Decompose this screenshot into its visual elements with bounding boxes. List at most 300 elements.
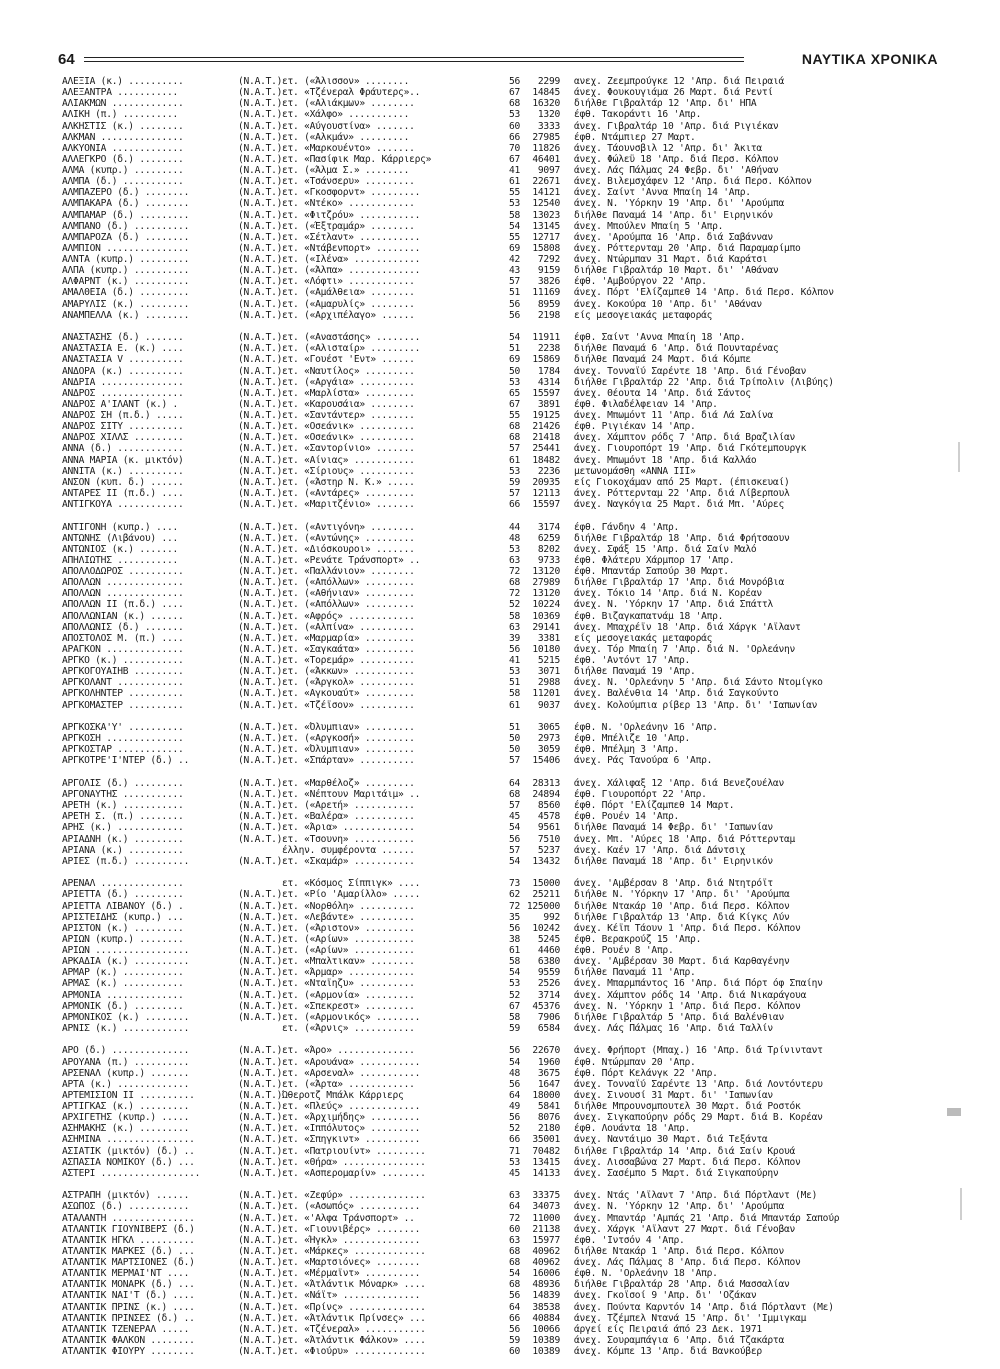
tonnage: 9037: [537, 699, 560, 711]
agent-company: ετ. («Άλισσον» ........: [282, 76, 410, 87]
flag-code: (N.A.T.): [238, 1078, 282, 1090]
flag-code: (N.A.T.): [238, 967, 282, 979]
ship-name: ΑΡΜΟΝΙΑ ..............: [62, 989, 184, 1001]
flag-code: (N.A.T.): [238, 1067, 282, 1079]
voyage-status: άργεί είς Πειραιά άπό 23 Δεκ. 1971: [574, 1323, 762, 1335]
ship-name: ΑΛΙΑΚΜΩΝ .............: [62, 98, 184, 110]
tonnage: 40962: [532, 1257, 560, 1269]
voyage-status: άνεχ. Ν. 'Υόρκην 17 'Απρ. διά Σπάττλ: [574, 599, 773, 611]
tonnage: 38538: [532, 1301, 560, 1313]
flag-code: (N.A.T.): [238, 1245, 282, 1257]
flag-code: (N.A.T.): [238, 365, 282, 377]
tonnage: 7510: [537, 833, 560, 845]
voyage-status: άνεχ. Ρόττερνταμ 20 'Απρ. διά Παραμαρίμπο: [574, 242, 801, 254]
build-year: 65: [508, 387, 520, 399]
build-year: 64: [508, 1301, 520, 1313]
ship-entry: [62, 354, 952, 365]
ship-name: ΑΛΜΑ (κυπρ.) .........: [62, 165, 184, 176]
voyage-status: μετωνομάσθη «ΑΝΝΑ III»: [574, 465, 696, 477]
ship-name: ΑΤΛΑΝΤΙΚ ΗΓΚΛ ..........: [62, 1234, 195, 1246]
voyage-status: άνεχ. Ναντάιμο 30 Μαρτ. διά Τεξάντα: [574, 1134, 768, 1146]
build-year: 53: [508, 978, 520, 990]
flag-code: (N.A.T.): [238, 1334, 282, 1346]
flag-code: (N.A.T.): [238, 1000, 282, 1012]
agent-company: ετ. «Νταϊηζυ» ..........: [282, 978, 415, 990]
voyage-status: έφθ. 'Ιντσόν 4 'Απρ.: [574, 1234, 685, 1246]
flag-code: (N.A.T.): [238, 198, 282, 210]
agent-company: ετ. «Φιτζρόυ» ...........: [282, 209, 421, 221]
ship-name: ΑΛΚΥΟΝΙΑ .............: [62, 142, 184, 154]
agent-company: ετ. «Παλλάνιον» ........: [282, 566, 415, 578]
build-year: 35: [508, 911, 520, 923]
ship-entry: [62, 1313, 952, 1324]
build-year: 56: [508, 1290, 520, 1302]
tonnage: 10389: [532, 1334, 560, 1346]
ship-entry: [62, 1246, 952, 1257]
flag-code: (N.A.T.): [238, 543, 282, 555]
flag-code: (N.A.T.): [238, 120, 282, 132]
ship-entry: [62, 688, 952, 699]
ship-entry: [62, 1001, 952, 1012]
voyage-status: διήλθε Γιβραλτάρ 22 'Απρ. διά Τρίπολιν (Λιβύης): [574, 376, 834, 388]
ship-group: [62, 522, 952, 711]
flag-code: (N.A.T.): [238, 376, 282, 388]
build-year: 51: [508, 677, 520, 689]
voyage-status: άνεχ. Ναγκόγια 25 Μαρτ. διά Μπ. 'Αύρες: [574, 499, 784, 511]
build-year: 53: [508, 666, 520, 678]
ship-entry: [62, 644, 952, 655]
build-year: 57: [508, 443, 520, 455]
voyage-status: έφθ. Βιζαγκαπατνάμ 18 'Απρ.: [574, 610, 724, 622]
ship-name: ΑΝΔΟΡΑ (κ.) ..........: [62, 365, 184, 377]
flag-code: (N.A.T.): [238, 688, 282, 700]
build-year: 54: [508, 332, 520, 344]
voyage-status: άνεχ. Ρόττερνταμ 22 'Απρ. διά Λίβερπουλ: [574, 487, 790, 499]
tonnage: 27989: [532, 577, 560, 589]
tonnage: 6584: [537, 1022, 560, 1034]
agent-company: ετ. «Ντάβενπορτ» ........: [282, 242, 421, 254]
build-year: 56: [508, 1078, 520, 1090]
ship-entry: [62, 1090, 952, 1101]
tonnage: 9733: [537, 554, 560, 566]
tonnage: 9559: [537, 967, 560, 979]
agent-company: ετ. «Λόφτι» ............: [282, 276, 415, 288]
flag-code: (N.A.T.): [238, 265, 282, 277]
agent-company: ετ. «Τζένεραλ» ...........: [282, 1323, 426, 1335]
agent-company: ετ. («Άστηρ Ν. Κ.» .....: [282, 476, 415, 488]
build-year: 52: [508, 989, 520, 1001]
flag-code: (N.A.T.): [238, 354, 282, 366]
tonnage: 3826: [537, 276, 560, 288]
ship-name: ΑΤΛΑΝΤΙΚ ΠΡΙΝΣ (κ.) ....: [62, 1301, 195, 1313]
flag-code: (N.A.T.): [238, 454, 282, 466]
voyage-status: διήλθε Παναμά 19 'Απρ.: [574, 666, 696, 678]
tonnage: 15597: [532, 387, 560, 399]
ship-entry: [62, 1045, 952, 1056]
ship-entry: [62, 845, 952, 856]
agent-company: ετ. («Αμαρυλίς» ........: [282, 298, 415, 310]
flag-code: (N.A.T.): [238, 889, 282, 901]
voyage-status: άνεχ. Καέν 17 'Απρ. διά Δάντσιχ: [574, 844, 746, 856]
ship-name: ΑΛΜΠΑΜΑΡ (δ.) .........: [62, 209, 190, 221]
tonnage: 46401: [532, 153, 560, 165]
flag-code: (N.A.T.): [238, 1223, 282, 1235]
flag-code: (N.A.T.): [238, 309, 282, 321]
agent-company: ετ. («Αντώνης» .........: [282, 532, 415, 544]
ship-entry: [62, 990, 952, 1001]
voyage-status: έφθ. Πόρτ 'Ελίζαμπεθ 14 Μαρτ.: [574, 800, 735, 812]
ship-name: ΑΡΕΤΗ Σ. (π.) ........: [62, 811, 184, 823]
flag-code: (N.A.T.): [238, 1301, 282, 1313]
ship-entry: [62, 477, 952, 488]
tonnage: 11169: [532, 287, 560, 299]
agent-company: ετ. «Φιούρυ» .............: [282, 1346, 426, 1358]
ship-name: ΑΤΛΑΝΤΙΚ ΠΡΙΝΣΕΣ (δ.) ..: [62, 1312, 195, 1324]
ship-entry: [62, 577, 952, 588]
agent-company: ετ. «Άρμαρ» ............: [282, 967, 415, 979]
build-year: 70: [508, 142, 520, 154]
ship-name: ΑΝΔΡΟΣ ...............: [62, 387, 184, 399]
agent-company: ετ. «Καρουσάια» ........: [282, 398, 415, 410]
tonnage: 3071: [537, 666, 560, 678]
voyage-status: άνεχ. Σασέμπο 5 Μαρτ. διά Σιγκαπούρην: [574, 1167, 779, 1179]
agent-company: ετ. «Βαλέρα» ...........: [282, 811, 415, 823]
voyage-status: άνεχ. 'Αμβέρσαν 30 Μαρτ. διά Καρθαγένην: [574, 956, 790, 968]
build-year: 50: [508, 733, 520, 745]
ship-name: ΑΣΤΕΡΙ ..................: [62, 1167, 201, 1179]
build-year: 56: [508, 309, 520, 321]
build-year: 53: [508, 109, 520, 121]
ship-entry: [62, 243, 952, 254]
agent-company: ετ. «Αύγουστίνα» .......: [282, 120, 415, 132]
ship-name: ΑΛΛΕΓΚΡΟ (δ.) ........: [62, 153, 184, 165]
voyage-status: έφθ. Φλάτερυ Χάρμπορ 17 'Απρ.: [574, 554, 735, 566]
voyage-status: έφθ. Ν. 'Ορλεάνην 18 'Απρ.: [574, 1268, 718, 1280]
build-year: 66: [508, 1312, 520, 1324]
ship-name: ΑΡΓΟΝΑΥΤΗΣ ...........: [62, 789, 184, 801]
build-year: 63: [508, 1234, 520, 1246]
ship-entry: [62, 666, 952, 677]
ship-group: [62, 722, 952, 767]
ship-name: ΑΡΤΑ (κ.) .............: [62, 1078, 190, 1090]
voyage-status: άνεχ. Κολούμπια ρίβερ 13 'Απρ. δι' 'Ιαπωνίαν: [574, 699, 818, 711]
build-year: 67: [508, 153, 520, 165]
flag-code: (N.A.T.): [238, 220, 282, 232]
build-year: 55: [508, 410, 520, 422]
flag-code: (N.A.T.): [238, 1312, 282, 1324]
build-year: 54: [508, 967, 520, 979]
tonnage: 16320: [532, 98, 560, 110]
tonnage: 22670: [532, 1045, 560, 1057]
voyage-status: διήλθε Γιβραλτάρ 14 'Απρ. διά Σαίν Κρουά: [574, 1145, 796, 1157]
tonnage: 2198: [537, 309, 560, 321]
build-year: 41: [508, 165, 520, 176]
agent-company: ετ. («Απόλλων» .........: [282, 599, 415, 611]
tonnage: 19125: [532, 410, 560, 422]
build-year: 57: [508, 844, 520, 856]
agent-company: ετ. («Άριστον» .........: [282, 922, 415, 934]
build-year: 51: [508, 343, 520, 355]
flag-code: (N.A.T.): [238, 744, 282, 756]
flag-code: (N.A.T.): [238, 777, 282, 789]
voyage-status: διήλθε Γιβραλτάρ 18 'Απρ. διά Φρήτσαουν: [574, 532, 790, 544]
build-year: 45: [508, 811, 520, 823]
build-year: 60: [508, 120, 520, 132]
build-year: 68: [508, 432, 520, 444]
ship-group: [62, 1190, 952, 1357]
tonnage: 3891: [537, 398, 560, 410]
ship-name: ΑΛΜΠΑΖΕΡΟ (δ.) ........: [62, 187, 190, 199]
ship-entry: [62, 522, 952, 533]
ship-name: ΑΠΟΛΛΩΝ ΙΙ (π.δ.) ....: [62, 599, 184, 611]
flag-code: (N.A.T.): [238, 621, 282, 633]
build-year: 56: [508, 298, 520, 310]
agent-company: ετ. «Αρουάνα» ...........: [282, 1056, 421, 1068]
ship-entry: [62, 132, 952, 143]
ship-entry: [62, 912, 952, 923]
voyage-status: διήλθε Μπρουνσμπουτελ 30 Μαρτ. διά Ροστόκ: [574, 1101, 801, 1113]
ship-entry: [62, 1290, 952, 1301]
build-year: 43: [508, 265, 520, 277]
ship-entry: [62, 778, 952, 789]
flag-code: (N.A.T.): [238, 276, 282, 288]
tonnage: 992: [543, 911, 560, 923]
ship-name: ΑΡΓΚΟΛΗΝΤΕΡ ..........: [62, 688, 184, 700]
tonnage: 35001: [532, 1134, 560, 1146]
voyage-status: άνεχ. Φώλεϋ 18 'Απρ. διά Περσ. Κόλπον: [574, 153, 779, 165]
flag-code: (N.A.T.): [238, 755, 282, 767]
ship-name: ΑΝΑΜΠΕΛΛΑ (κ.) ........: [62, 309, 190, 321]
flag-code: (N.A.T.): [238, 643, 282, 655]
agent-company: Ώθεροτζ Μπάλκ Κάρριερς: [282, 1089, 404, 1101]
flag-code: (N.A.T.): [238, 900, 282, 912]
build-year: 55: [508, 187, 520, 199]
ship-name: ΑΡΓΚΟΛΑΝΤ ............: [62, 677, 184, 689]
build-year: 48: [508, 532, 520, 544]
ship-entry: [62, 1057, 952, 1068]
ship-name: ΑΛΜΠΑΡΟΖΑ (δ.) ........: [62, 231, 190, 243]
tonnage: 11911: [532, 332, 560, 344]
build-year: 58: [508, 209, 520, 221]
tonnage: 13120: [532, 566, 560, 578]
voyage-status: άνεχ. Ράς Τανούρα 6 'Απρ.: [574, 755, 713, 767]
voyage-status: άνεχ. Μπαρμπάντος 16 'Απρ. διά Πόρτ όφ Σπαίην: [574, 978, 823, 990]
flag-code: (N.A.T.): [238, 176, 282, 188]
flag-code: (N.A.T.): [238, 1145, 282, 1157]
tonnage: 3065: [537, 722, 560, 734]
tonnage: 70482: [532, 1145, 560, 1157]
voyage-status: άνεχ. Πόρτ 'Ελίζαμπεθ 14 'Απρ. διά Περσ. Κόλπον: [574, 287, 834, 299]
tonnage: 3059: [537, 744, 560, 756]
ship-entry: [62, 187, 952, 198]
flag-code: (N.A.T.): [238, 398, 282, 410]
voyage-status: άνεχ. 'Αρούμπα 16 'Απρ. διά Σαβάνναν: [574, 231, 773, 243]
ship-name: ΑΛΦΑΡΝΤ (κ.) ..........: [62, 276, 190, 288]
agent-company: ετ. («Αναστάσης» ........: [282, 332, 421, 344]
agent-company: ετ. «Σπάρταν» ..........: [282, 755, 415, 767]
build-year: 56: [508, 76, 520, 87]
agent-company: ετ. «Αγκουαύτ» .........: [282, 688, 415, 700]
ship-group: [62, 778, 952, 867]
ship-entry: [62, 232, 952, 243]
ship-entry: [62, 1157, 952, 1168]
ship-entry: [62, 455, 952, 466]
ship-name: ΑΡΜΑΣ (κ.) ...........: [62, 978, 184, 990]
ship-name: ΑΡΝΙΣ (κ.) ............: [62, 1022, 190, 1034]
build-year: 61: [508, 699, 520, 711]
build-year: 72: [508, 566, 520, 578]
tonnage: 22671: [532, 176, 560, 188]
build-year: 68: [508, 577, 520, 589]
build-year: 58: [508, 610, 520, 622]
ship-name: ΑΡΓΚΟ (κ.) ...........: [62, 655, 184, 667]
voyage-status: έφθ. 'Αμβούργον 22 'Απρ.: [574, 276, 707, 288]
ship-entry: [62, 1201, 952, 1212]
agent-company: ετ. «Νάϊτ» ..............: [282, 1290, 421, 1302]
ship-name: ΑΠΟΛΛΩΝ ..............: [62, 588, 184, 600]
agent-company: ετ. («Άκκων» ...........: [282, 666, 415, 678]
agent-company: ετ. «Αφρός» ............: [282, 610, 415, 622]
tonnage: 7906: [537, 1011, 560, 1023]
ship-entry: [62, 1268, 952, 1279]
ship-name: ΑΝΔΡΟΣ ΣΗ (π.δ.) .....: [62, 410, 184, 422]
agent-company: ετ. («Αλισταίρ» .........: [282, 343, 421, 355]
tonnage: 15808: [532, 242, 560, 254]
tonnage: 3714: [537, 989, 560, 1001]
tonnage: 29141: [532, 621, 560, 633]
voyage-status: διήλθε Ντακάρ 1 'Απρ. διά Περσ. Κόλπον: [574, 1245, 784, 1257]
ship-entry: [62, 677, 952, 688]
ship-entry: [62, 299, 952, 310]
ship-name: ΑΡΣΕΝΑΛ (κυπρ.) .......: [62, 1067, 190, 1079]
agent-company: ετ. «Πρίνς» ..............: [282, 1301, 426, 1313]
ship-name: ΑΣΩΠΟΣ (δ.) ...........: [62, 1201, 190, 1213]
ship-entry: [62, 276, 952, 287]
tonnage: 18482: [532, 454, 560, 466]
agent-company: ετ. «Άτλάντικ Μόναρκ» ....: [282, 1279, 426, 1291]
agent-company: ετ. («Άρτα» ............: [282, 1078, 415, 1090]
voyage-status: άνεχ. Γιουροπόρτ 19 'Απρ. διά Γκότεμπουργκ: [574, 443, 807, 455]
build-year: 62: [508, 889, 520, 901]
ship-name: ΑΝΑΣΤΑΣΙΑ V ..........: [62, 354, 184, 366]
ship-entry: [62, 1101, 952, 1112]
tonnage: 12113: [532, 487, 560, 499]
ship-name: ΑΡΕΝΑΛ ...............: [62, 878, 184, 890]
flag-code: (N.A.T.): [238, 1190, 282, 1202]
flag-code: (N.A.T.): [238, 476, 282, 488]
flag-code: (N.A.T.): [238, 833, 282, 845]
ship-entry: [62, 934, 952, 945]
agent-company: ετ. «Μαρθέλοζ» .........: [282, 777, 415, 789]
agent-company: ετ. «Γουέστ 'Εντ» ......: [282, 354, 415, 366]
build-year: 68: [508, 98, 520, 110]
voyage-status: είς μεσογειακάς μεταφοράς: [574, 632, 713, 644]
agent-company: ετ. «Τορεμάρ» ..........: [282, 655, 415, 667]
ship-name: ΑΡΙΩΝ .................: [62, 945, 190, 957]
page-header: [58, 50, 938, 72]
build-year: 56: [508, 922, 520, 934]
ship-name: ΑΤΛΑΝΤΙΚ ΝΑΪ'Τ (δ.) ....: [62, 1290, 195, 1302]
agent-company: ετ. «Ναυτίλος» .........: [282, 365, 415, 377]
ship-name: ΑΡΓΚΟΣΚΑ'Υ' ..........: [62, 722, 184, 734]
build-year: 57: [508, 276, 520, 288]
ship-name: ΑΛΕΞΙΑ (κ.) ..........: [62, 76, 184, 87]
voyage-status: άνεχ. Τόρ Μπαίη 7 'Απρ. διά Ν. 'Ορλεάνην: [574, 643, 796, 655]
ship-entry: [62, 956, 952, 967]
ship-entry: [62, 800, 952, 811]
ship-entry: [62, 1213, 952, 1224]
ship-entry: [62, 1023, 952, 1034]
ship-group: [62, 1045, 952, 1179]
ship-entry: [62, 588, 952, 599]
tonnage: 15406: [532, 755, 560, 767]
voyage-status: άνεχ. Γκοϊσοί 9 'Απρ. δι' 'Οζάκαν: [574, 1290, 757, 1302]
voyage-status: έφθ. Ρουέν 14 'Απρ.: [574, 811, 679, 823]
tonnage: 2180: [537, 1123, 560, 1135]
ship-entry: [62, 967, 952, 978]
voyage-status: έφθ. Ρουέν 8 'Απρ.: [574, 945, 674, 957]
ship-name: ΑΡΜΑΡ (κ.) ...........: [62, 967, 184, 979]
agent-company: ετ. «Μαρλίστα» .........: [282, 387, 415, 399]
flag-code: (N.A.T.): [238, 945, 282, 957]
tonnage: 4460: [537, 945, 560, 957]
flag-code: (N.A.T.): [238, 933, 282, 945]
tonnage: 48936: [532, 1279, 560, 1291]
ship-entry: [62, 87, 952, 98]
build-year: 41: [508, 655, 520, 667]
flag-code: (N.A.T.): [238, 209, 282, 221]
ship-name: ΑΝΤΙΓΟΝΗ (κυπρ.) ....: [62, 521, 179, 533]
flag-code: (N.A.T.): [238, 922, 282, 934]
ship-name: ΑΡΟ (δ.) ..............: [62, 1045, 190, 1057]
ship-name: ΑΝΔΡΙΑ ...............: [62, 376, 184, 388]
build-year: 38: [508, 933, 520, 945]
agent-company: ετ. «Αίνιας» ...........: [282, 454, 415, 466]
flag-code: (N.A.T.): [238, 1234, 282, 1246]
build-year: 64: [508, 1201, 520, 1213]
ship-entry: [62, 443, 952, 454]
ship-entry: [62, 544, 952, 555]
tonnage: 14133: [532, 1167, 560, 1179]
build-year: 73: [508, 878, 520, 890]
agent-company: ετ. «Ρενάτε Τράνσπορτ» ..: [282, 554, 421, 566]
build-year: 50: [508, 744, 520, 756]
ship-name: ΑΛΚΜΑΝ ...............: [62, 131, 184, 143]
agent-company: ετ. («Αργάια» ..........: [282, 376, 415, 388]
build-year: 68: [508, 1245, 520, 1257]
ship-name: ΑΛΝΤΑ (κυπρ.) .........: [62, 254, 190, 265]
voyage-status: άνεχ. Χάργκ 'Αϊλαντ 27 Μαρτ. διά Γένοβαν: [574, 1223, 796, 1235]
voyage-status: έφθ. 'Αντόντ 17 'Απρ.: [574, 655, 691, 667]
voyage-status: άνεχ. Μπούλεν Μπαίη 5 'Απρ.: [574, 220, 724, 232]
flag-code: (N.A.T.): [238, 822, 282, 834]
agent-company: ετ. «Όλυμπιαν» .........: [282, 744, 415, 756]
flag-code: (N.A.T.): [238, 1011, 282, 1023]
build-year: 54: [508, 855, 520, 867]
voyage-status: άνεχ. Μπωμόντ 11 'Απρ. διά Λά Σαλίνα: [574, 410, 773, 422]
build-year: 54: [508, 1056, 520, 1068]
ship-name: ΑΛΠΑ (κυπρ.) ..........: [62, 265, 190, 277]
ship-name: ΑΠΗΛΙΩΤΗΣ ...........: [62, 554, 179, 566]
build-year: 49: [508, 1101, 520, 1113]
ship-name: ΑΝΤΑΡΕΣ ΙΙ (π.δ.) ....: [62, 487, 184, 499]
ship-name: ΑΣΠΑΣΙΑ ΝΟΜΙΚΟΥ (δ.) ...: [62, 1156, 195, 1168]
build-year: 67: [508, 87, 520, 99]
ship-entry: [62, 733, 952, 744]
voyage-status: διήλθε Παναμά 11 'Απρ.: [574, 967, 696, 979]
tonnage: 5841: [537, 1101, 560, 1113]
voyage-status: άνεχ. Κόμπε 13 'Απρ. διά Βανκούβερ: [574, 1346, 762, 1358]
